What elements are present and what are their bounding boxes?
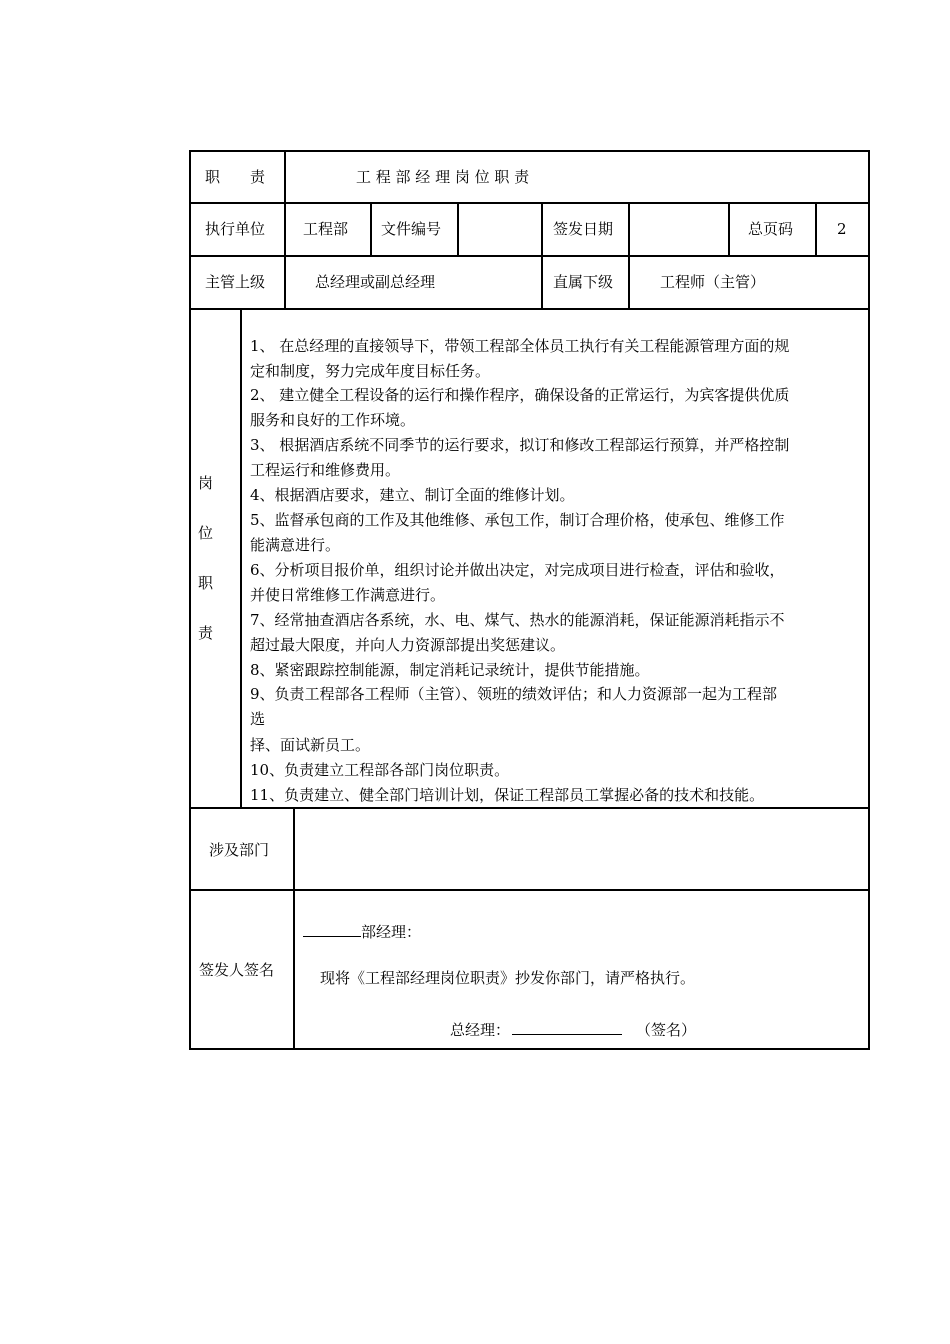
table-rule [728,202,730,257]
table-rule [189,150,870,152]
blank-underline [303,922,361,937]
departments-label: 涉及部门 [209,841,270,859]
duty-line: 择、面试新员工。 [250,736,371,754]
table-rule [457,202,459,257]
issue-date-label: 签发日期 [553,220,614,238]
duty-line: 11、负责建立、健全部门培训计划，保证工程部员工掌握必备的技术和技能。 [250,786,765,804]
duty-line: 1、 在总经理的直接领导下，带领工程部全体员工执行有关工程能源管理方面的规 [250,337,790,355]
table-rule [240,308,242,809]
duty-line: 8、紧密跟踪控制能源，制定消耗记录统计，提供节能措施。 [250,661,650,679]
table-rule [189,807,870,809]
duties-label-char: 位 [198,524,214,542]
duties-label-char: 岗 [198,474,214,492]
gm-label: 总经理： [450,1021,511,1039]
signature-label: 签发人签名 [199,961,275,979]
superior-label: 主管上级 [205,273,266,291]
table-rule [284,150,286,204]
table-rule [189,308,870,310]
duties-label-char: 职 [198,574,214,592]
duty-line: 超过最大限度，并向人力资源部提出奖惩建议。 [250,636,566,654]
table-rule [284,202,286,257]
table-rule [815,202,817,257]
dept-manager-label: 部经理： [361,923,422,941]
duty-line: 9、负责工程部各工程师（主管）、领班的绩效评估；和人力资源部一起为工程部 [250,685,778,703]
blank-underline [512,1020,622,1035]
table-rule [541,255,543,310]
duty-line: 工程运行和维修费用。 [250,461,401,479]
duty-line: 5、监督承包商的工作及其他维修、承包工作，制订合理价格，使承包、维修工作 [250,511,785,529]
table-rule [189,889,870,891]
duties-label-char: 责 [198,624,214,642]
unit-label: 执行单位 [205,220,266,238]
unit-value: 工程部 [303,220,349,238]
total-pages-label: 总页码 [748,220,794,238]
notice-text: 现将《工程部经理岗位职责》抄发你部门，请严格执行。 [320,969,696,987]
table-rule [189,202,870,204]
table-rule [370,202,372,257]
duty-line: 并使日常维修工作满意进行。 [250,586,446,604]
table-rule [189,255,870,257]
duty-line: 2、 建立健全工程设备的运行和操作程序，确保设备的正常运行，为宾客提供优质 [250,386,790,404]
doc-number-label: 文件编号 [381,220,442,238]
duty-line: 能满意进行。 [250,536,341,554]
sign-hint: （签名） [636,1021,697,1039]
dept-manager-line [303,922,421,940]
superior-value: 总经理或副总经理 [315,273,436,291]
duty-line: 10、负责建立工程部各部门岗位职责。 [250,761,510,779]
gm-signature-line [450,1020,696,1038]
subordinate-value: 工程师（主管） [660,273,766,291]
duty-line: 4、根据酒店要求，建立、制订全面的维修计划。 [250,486,575,504]
total-pages-value: 2 [837,220,847,238]
table-rule [189,150,191,1050]
table-rule [628,202,630,257]
duty-line: 6、分析项目报价单，组织讨论并做出决定，对完成项目进行检查，评估和验收， [250,561,785,579]
duty-line: 选 [250,710,266,728]
table-rule [293,807,295,1050]
duty-line: 服务和良好的工作环境。 [250,411,416,429]
table-rule [868,150,870,1050]
duty-line: 定和制度，努力完成年度目标任务。 [250,362,491,380]
table-rule [541,202,543,257]
table-rule [628,255,630,310]
header-label: 职 责 [205,168,266,186]
duty-line: 3、 根据酒店系统不同季节的运行要求，拟订和修改工程部运行预算，并严格控制 [250,436,790,454]
duty-line: 7、经常抽查酒店各系统，水、电、煤气、热水的能源消耗，保证能源消耗指示不 [250,611,785,629]
table-rule [284,255,286,310]
subordinate-label: 直属下级 [553,273,614,291]
table-rule [189,1048,870,1050]
page-title: 工 程 部 经 理 岗 位 职 责 [356,168,530,186]
